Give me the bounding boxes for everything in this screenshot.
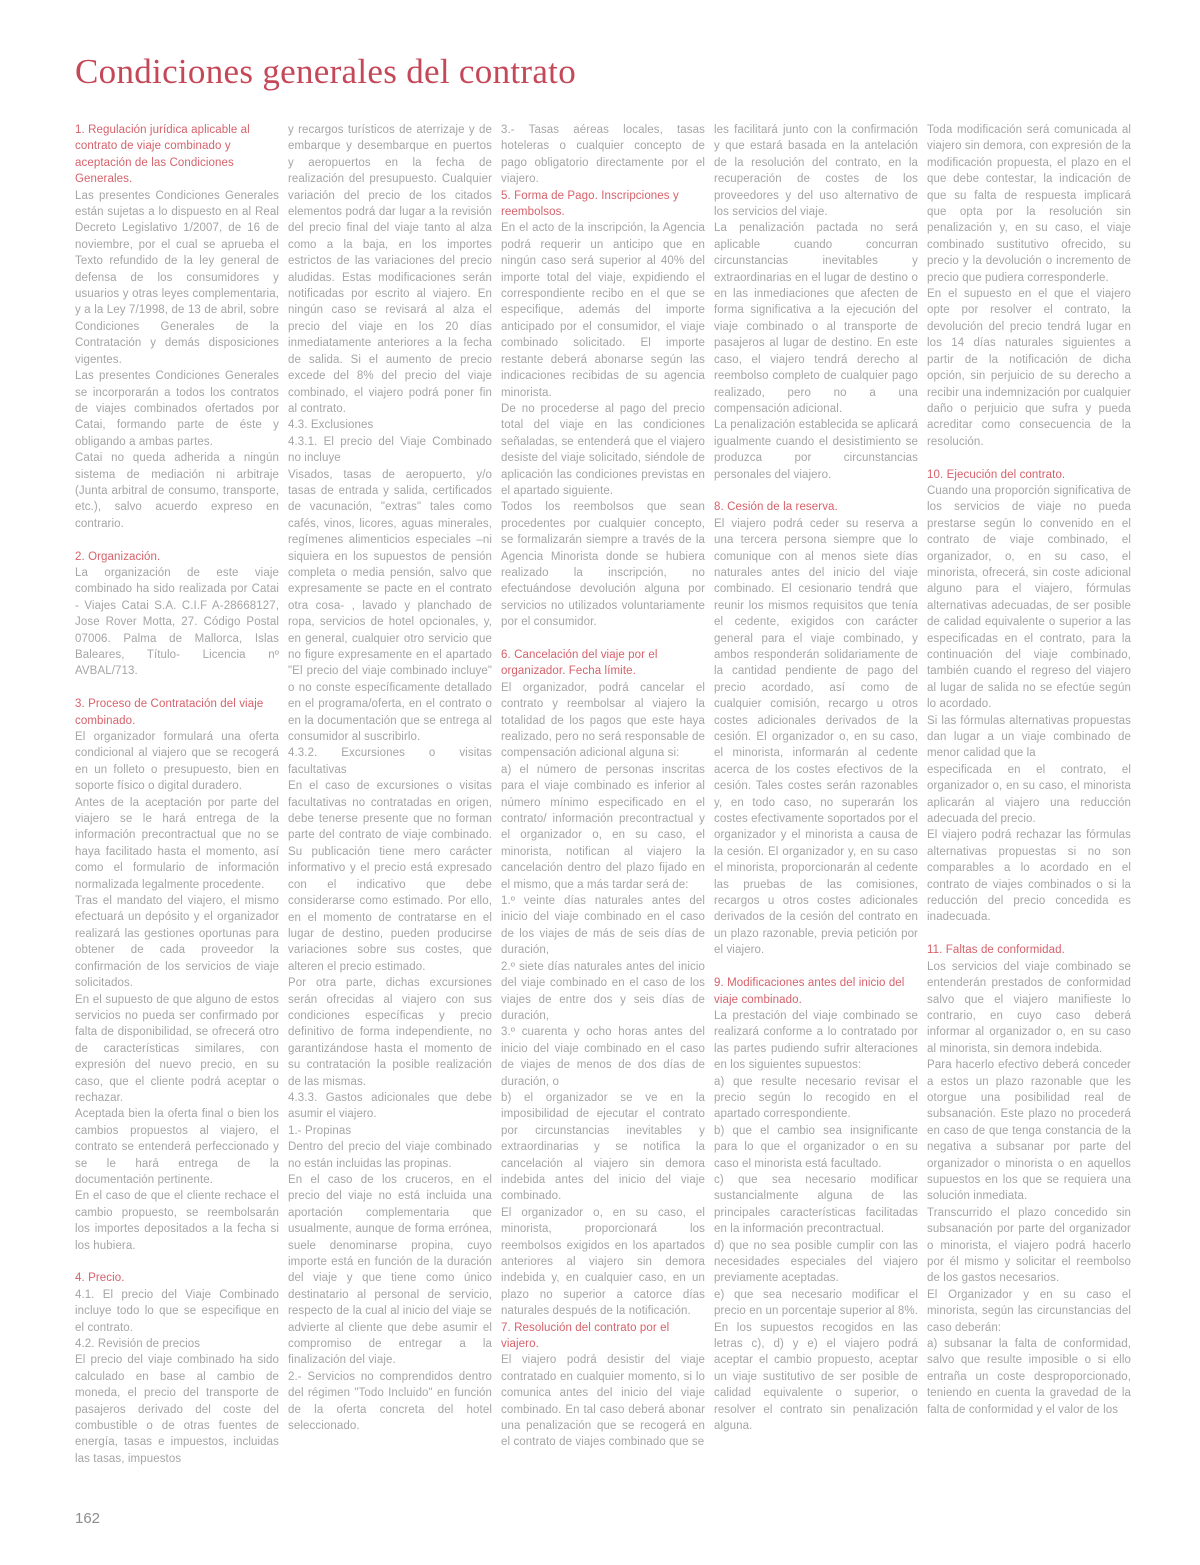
column-3 — [501, 122, 705, 1467]
paragraph: 3.- Tasas aéreas locales, tasas hoteleras o cualquier concepto de pago obligatorio directamente por el viajero. — [501, 124, 705, 186]
paragraph: La prestación del viaje combinado se realizará conforme a lo contratado por las partes pudiendo sufrir alteraciones en los siguientes supuestos: — [714, 1009, 918, 1072]
page-title: Condiciones generales del contrato — [75, 52, 577, 91]
paragraph: En el caso de excursiones o visitas facultativas no contratadas en origen, debe tenerse presente que no forman parte del contrato de viaje combinado. Su publicación tiene mero carácter informativo y el precio está expresado con el indicativo que debe considerarse como estimado. Por ello, en el momento de contratarse en el lugar de destino, pueden producirse variaciones sobre sus costes, que alteren el precio estimado. — [288, 780, 492, 973]
paragraph: En el supuesto de que alguno de estos servicios no pueda ser confirmado por falta de disponibilidad, se ofrecerá otro de características similares, con expresión del nuevo precio, en su caso, que el cliente podrá aceptar o rechazar. — [75, 993, 279, 1104]
paragraph: En el acto de la inscripción, la Agencia podrá requerir un anticipo que en ningún caso será superior al 40% del importe total del viaje, expidiendo el correspondiente recibo en el que se especifique, además del importe anticipado por el consumidor, el viaje combinado solicitado. El importe restante deberá abonarse según las indicaciones recibidas de su agencia minorista. — [501, 222, 705, 399]
page-number: 162 — [75, 1510, 101, 1527]
paragraph: b) el organizador se ve en la imposibilidad de ejecutar el contrato por circunstancias inevitables y extraordinarias y se notifica la cancelación al viajero sin demora indebida antes del inicio del viaje combinado. — [501, 1091, 705, 1203]
paragraph: 4.1. El precio del Viaje Combinado incluye todo lo que se especifique en el contrato. — [75, 1288, 279, 1334]
paragraph: 4.3.3. Gastos adicionales que debe asumir el viajero. — [288, 1091, 492, 1121]
paragraph: Dentro del precio del viaje combinado no están incluidas las propinas. — [288, 1141, 492, 1170]
paragraph: e) que sea necesario modificar el precio en un porcentaje superior al 8%. — [714, 1288, 918, 1318]
paragraph: 4.2. Revisión de precios — [75, 1338, 201, 1351]
paragraph: Las presentes Condiciones Generales están sujetas a lo dispuesto en al Real Decreto Legislativo 1/2007, de 16 de noviembre, por el cual se aprueba el Texto refundido de la ley general de defensa de los consumidores y usuarios y otras leyes complementaria, y a la Ley 7/1998, de 13 de abril, sobre Condiciones Generales de la Contratación y demás disposiciones vigentes. — [75, 189, 279, 366]
paragraph: El viajero podrá ceder su reserva a una tercera persona siempre que lo comunique con al menos siete días naturales antes del inicio del viaje combinado. El cesionario tendrá que reunir los mismos requisitos que tenía el cedente, exigidos con carácter general para el viaje combinado, y ambos responderán solidariamente de la cantidad pendiente de pago del precio acordado, así como de cualquier comisión, recargo u otros costes adicionales derivados de la cesión. El organizador o, en su caso, el minorista, informarán al cedente acerca de los costes efectivos de la cesión. Tales costes serán razonables y, en todo caso, no superarán los costes efectivamente soportados por el organizador y el minorista a causa de la cesión. El organizador y, en su caso el minorista, proporcionarán al cedente las pruebas de las comisiones, recargos u otros costes adicionales derivados de la cesión del contrato en un plazo razonable, previa petición por el viajero. — [714, 517, 918, 957]
section-heading: 10. Ejecución del contrato. — [927, 468, 1066, 481]
paragraph: d) que no sea posible cumplir con las necesidades especiales del viajero previamente aceptadas. — [714, 1239, 918, 1285]
paragraph: 1.- Propinas — [288, 1124, 352, 1137]
paragraph: Las presentes Condiciones Generales se incorporarán a todos los contratos de viajes combinados ofertados por Catai, formando parte de éste y obligando a ambas partes. — [75, 370, 279, 448]
section-heading: 5. Forma de Pago. Inscripciones y reembolsos. — [501, 189, 679, 219]
paragraph: Por otra parte, dichas excursiones serán ofrecidas al viajero con sus condiciones específicas y precio definitivo de forma independiente, no garantizándose hasta el momento de su contratación la posible realización de las mismas. — [288, 977, 492, 1088]
paragraph: les facilitará junto con la confirmación y que estará basada en la antelación de la resolución del contrato, en la recuperación de costes de los proveedores y del uso alternativo de los servicios del viaje. — [714, 124, 918, 219]
section-heading: 2. Organización. — [75, 550, 161, 563]
paragraph: El precio del viaje combinado ha sido calculado en base al cambio de moneda, el precio del transporte de pasajeros derivado del coste del combustible o de otras fuentes de energía, tasas e impuestos, incluidas las tasas, impuestos — [75, 1354, 279, 1465]
column-4 — [714, 122, 918, 1467]
paragraph: El Organizador y en su caso el minorista, según las circunstancias del caso deberán: — [927, 1288, 1131, 1334]
section-heading: 4. Precio. — [75, 1272, 125, 1285]
section-heading: 7. Resolución del contrato por el viajero. — [501, 1321, 670, 1351]
paragraph: Catai no queda adherida a ningún sistema de mediación ni arbitraje (Junta arbitral de consumo, transporte, etc.), salvo acuerdo expreso en contrario. — [75, 452, 279, 530]
paragraph: especificada en el contrato, el organizador o, en su caso, el minorista aplicarán al viajero una reducción adecuada del precio. — [927, 763, 1131, 826]
section-heading: 3. Proceso de Contratación del viaje combinado. — [75, 698, 264, 727]
paragraph: En el caso de que el cliente rechace el cambio propuesto, se reembolsarán los importes depositados a la fecha si los hubiera. — [75, 1190, 279, 1252]
paragraph: 2.º siete días naturales antes del inicio del viaje combinado en el caso de los viajes de entre dos y seis días de duración, — [501, 960, 705, 1022]
paragraph: 4.3.1. El precio del Viaje Combinado no incluye — [288, 435, 492, 465]
paragraph: El viajero podrá desistir del viaje contratado en cualquier momento, si lo comunica antes del inicio del viaje combinado. En tal caso deberá abonar una penalización que se recogerá en el contrato de viajes combinado que se — [501, 1354, 705, 1449]
section-heading: 11. Faltas de conformidad. — [927, 944, 1065, 957]
paragraph: y recargos turísticos de aterrizaje y de embarque y desembarque en puertos y aeropuertos en la fecha de realización del presupuesto. Cualquier variación del precio de los citados elementos podrá dar lugar a la revisión del precio final del viaje tanto al alza como a la baja, en los importes estrictos de las variaciones del precio aludidas. Estas modificaciones serán notificadas por escrito al viajero. En ningún caso se revisará al alza el precio del viaje en los 20 días inmediatamente anteriores a la fecha de salida. Si el aumento de precio excede del 8% del precio del viaje combinado, el viajero podrá poner fin al contrato. — [288, 124, 492, 415]
paragraph: Visados, tasas de aeropuerto, y/o tasas de entrada y salida, certificados de vacunación, "extras" tales como cafés, vinos, licores, aguas minerales, regímenes alimenticios especiales –ni siquiera en los supuestos de pensión completa o media pensión, salvo que expresamente se pacte en el contrato otra cosa- , lavado y planchado de ropa, servicios de hotel opcionales, y, en general, cualquier otro servicio que no figure expresamente en el apartado "El precio del viaje combinado incluye" o no conste específicamente detallado en el programa/oferta, en el contrato o en la documentación que se entrega al consumidor al suscribirlo. — [288, 468, 492, 744]
paragraph: En el supuesto en el que el viajero opte por resolver el contrato, la devolución del precio tendrá lugar en los 14 días naturales siguientes a partir de la notificación de dicha opción, sin perjuicio de su derecho a recibir una indemnización por cualquier daño o perjuicio que sufra y pueda acreditar como consecuencia de la resolución. — [927, 288, 1131, 448]
paragraph: De no procederse al pago del precio total del viaje en las condiciones señaladas, se entenderá que el viajero desiste del viaje solicitado, siéndole de aplicación las condiciones previstas en el apartado siguiente. — [501, 402, 705, 497]
paragraph: El organizador o, en su caso, el minorista, proporcionará los reembolsos exigidos en los apartados anteriores al viajero sin demora indebida y, en cualquier caso, en un plazo no superior a catorce días naturales después de la notificación. — [501, 1206, 705, 1318]
paragraph: Para hacerlo efectivo deberá conceder a estos un plazo razonable que les otorgue una posibilidad real de subsanación. Este plazo no procederá en caso de que tenga constancia de la negativa a subsanar por parte del organizador o minorista o en aquellos supuestos en los que se requiera una solución inmediata. — [927, 1059, 1131, 1203]
paragraph: Transcurrido el plazo concedido sin subsanación por parte del organizador o minorista, el viajero podrá hacerlo por él mismo y solicitar el reembolso de los gastos necesarios. — [927, 1206, 1131, 1285]
paragraph: La penalización establecida se aplicará igualmente cuando el desistimiento se produzca por circunstancias personales del viajero. — [714, 419, 919, 481]
paragraph: 4.3.2. Excursiones o visitas facultativas — [288, 747, 492, 776]
section-heading: 8. Cesión de la reserva. — [714, 501, 838, 514]
paragraph: a) que resulte necesario revisar el precio según lo recogido en el apartado correspondiente. — [714, 1075, 918, 1121]
text-columns — [75, 122, 1135, 1467]
paragraph: a) el número de personas inscritas para el viaje combinado es inferior al número mínimo especificado en el contrato/ información precontractual y el organizador o, en su caso, el minorista, notifican al viajero la cancelación dentro del plazo fijado en el mismo, que a más tardar será de: — [501, 763, 705, 891]
paragraph: 4.3. Exclusiones — [288, 419, 374, 432]
paragraph: 3.º cuarenta y ocho horas antes del inicio del viaje combinado en el caso de viajes de menos de dos días de duración, o — [501, 1026, 705, 1088]
paragraph: b) que el cambio sea insignificante para lo que el organizador o en su caso el minorista está facultado. — [714, 1124, 918, 1170]
column-5 — [927, 122, 1131, 1467]
paragraph: 1.º veinte días naturales antes del inicio del viaje combinado en el caso de los viajes de más de seis días de duración, — [501, 895, 705, 957]
paragraph: En el caso de los cruceros, en el precio del viaje no está incluida una aportación complementaria que usualmente, aunque de forma errónea, suele denominarse propina, cuyo importe está en función de la duración del viaje y que tiene como único destinatario al personal de servicio, respecto de la cual al inicio del viaje se advierte al cliente que debe asumir el compromiso de entregar a la finalización del viaje. — [288, 1174, 492, 1367]
paragraph: En los supuestos recogidos en las letras c), d) y e) el viajero podrá aceptar el cambio propuesto, aceptar un viaje sustitutivo de ser posible de calidad equivalente o superior, o resolver el contrato sin penalización alguna. — [714, 1321, 918, 1433]
paragraph: Si las fórmulas alternativas propuestas dan lugar a un viaje combinado de menor calidad que la — [927, 714, 1131, 760]
paragraph: El viajero podrá rechazar las fórmulas alternativas propuestas si no son comparables a lo acordado en el contrato de viajes combinados o si la reducción del precio concedida es inadecuada. — [927, 829, 1131, 924]
paragraph: Antes de la aceptación por parte del viajero se le hará entrega de la información precontractual que no se haya facilitado hasta el momento, así como el formulario de información normalizada legalmente procedente. — [75, 796, 279, 891]
column-1 — [75, 122, 279, 1467]
paragraph: El organizador, podrá cancelar el contrato y reembolsar al viajero la totalidad de los pagos que este haya realizado, pero no será responsable de compensación adicional alguna si: — [501, 681, 705, 760]
section-heading: 1. Regulación jurídica aplicable al contrato de viaje combinado y aceptación de las Condiciones Generales. — [75, 124, 250, 186]
paragraph: Tras el mandato del viajero, el mismo efectuará un depósito y el organizador realizará las gestiones oportunas para obtener de cada proveedor la confirmación de los servicios de viaje solicitados. — [75, 895, 279, 990]
paragraph: c) que sea necesario modificar sustancialmente alguna de las principales características facilitadas en la información precontractual. — [714, 1173, 918, 1236]
column-2 — [288, 122, 492, 1467]
paragraph: 2.- Servicios no comprendidos dentro del régimen "Todo Incluido" en función de la oferta concreta del hotel seleccionado. — [288, 1370, 492, 1433]
paragraph: El organizador formulará una oferta condicional al viajero que se recogerá en un folleto o presupuesto, bien en soporte físico o digital duradero. — [75, 731, 279, 793]
paragraph: La organización de este viaje combinado ha sido realizada por Catai - Viajes Catai S.A. C.I.F A-28668127, Jose Rover Motta, 27. Código Postal 07006. Palma de Mallorca, Islas Baleares, Título- Licencia nº AVBAL/713. — [75, 566, 279, 678]
paragraph: a) subsanar la falta de conformidad, salvo que resulte imposible o si ello entraña un coste desproporcionado, teniendo en cuenta la gravedad de la falta de conformidad y el valor de los — [927, 1338, 1131, 1416]
paragraph: Los servicios del viaje combinado se entenderán prestados de conformidad salvo que el viajero manifieste lo contrario, en cuyo caso deberá informar al organizador o, en su caso al minorista, sin demora indebida. — [927, 960, 1131, 1055]
paragraph: La penalización pactada no será aplicable cuando concurran circunstancias inevitables y extraordinarias en el lugar de destino o en las inmediaciones que afecten de forma significativa a la ejecución del viaje combinado o al transporte de pasajeros al lugar de destino. En este caso, el viajero tendrá derecho al reembolso completo de cualquier pago realizado, pero no a una compensación adicional. — [714, 222, 918, 415]
paragraph: Aceptada bien la oferta final o bien los cambios propuestos al viajero, el contrato se entenderá perfeccionado y se le hará entrega de la documentación pertinente. — [75, 1108, 279, 1186]
paragraph: Cuando una proporción significativa de los servicios de viaje no pueda prestarse según lo convenido en el contrato de viaje combinado, el organizador, o, en su caso, el minorista, ofrecerá, sin coste adicional alguno para el viajero, fórmulas alternativas adecuadas, de ser posible de calidad equivalente o superior a las especificadas en el contrato, para la continuación del viaje combinado, también cuando el regreso del viajero al lugar de salida no se efectúe según lo acordado. — [927, 484, 1131, 711]
paragraph: Toda modificación será comunicada al viajero sin demora, con expresión de la modificación propuesta, el plazo en el que debe contestar, la indicación de que su falta de respuesta implicará que opta por la resolución sin penalización y, en su caso, el viaje combinado sustitutivo ofrecido, su precio y la devolución o incremento de precio que pudiera corresponderle. — [927, 124, 1131, 284]
paragraph: Todos los reembolsos que sean procedentes por cualquier concepto, se formalizarán siempre a través de la Agencia Minorista donde se hubiera realizado la inscripción, no efectuándose devolución alguna por servicios no utilizados voluntariamente por el consumidor. — [501, 501, 705, 629]
section-heading: 9. Modificaciones antes del inicio del viaje combinado. — [714, 977, 905, 1006]
section-heading: 6. Cancelación del viaje por el organizador. Fecha límite. — [501, 648, 658, 678]
